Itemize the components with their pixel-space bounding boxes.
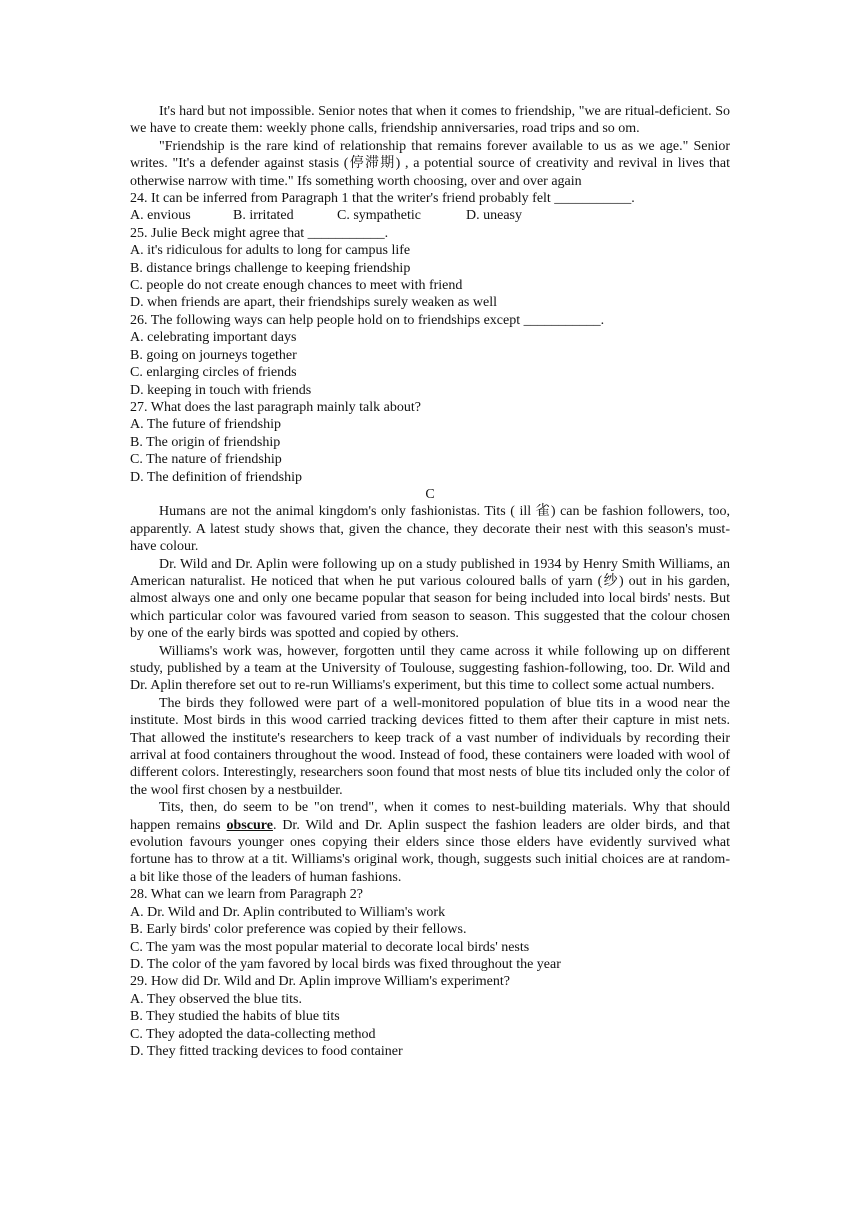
option-d: D. The definition of friendship	[130, 469, 302, 485]
option-b: B. Early birds' color preference was copied by their fellows.	[130, 922, 467, 938]
option-c: C. They adopted the data-collecting method	[130, 1026, 376, 1042]
option-c: C. The yam was the most popular material to decorate local birds' nests	[130, 939, 530, 955]
question-29-stem: 29. How did Dr. Wild and Dr. Aplin improve William's experiment?	[130, 974, 510, 990]
passage-paragraph	[130, 799, 730, 886]
option-d: D. The color of the yam favored by local birds was fixed throughout the year	[130, 956, 561, 972]
option-a: A. They observed the blue tits.	[130, 991, 302, 1007]
question-24-options	[130, 207, 730, 224]
question-26-stem: 26. The following ways can help people hold on to friendships except ___________.	[130, 312, 605, 328]
option-c: C. people do not create enough chances to meet with friend	[130, 278, 463, 294]
passage-paragraph: The birds they followed were part of a well-monitored population of blue tits in a wood near the institute. Most birds in this wood carried tracking devices fitted to them after their capture in mist nets. That allowed the institute's researchers to keep track of a vast number of individuals by recording their arrival at food containers throughout the wood. Instead of food, these containers were loaded with wool of different colors. Interestingly, researchers soon found that most nests of blue tits included only the color of the wool first chosen by a nestbuilder.	[130, 695, 730, 798]
passage-paragraph: Humans are not the animal kingdom's only fashionistas. Tits ( ill 雀) can be fashion followers, too, apparently. A latest study shows that, given the chance, they decorate their nest with this season's must-have colour.	[130, 504, 730, 555]
option-b: B. The origin of friendship	[130, 434, 281, 450]
option-a: A. envious	[130, 208, 191, 224]
option-d: D. keeping in touch with friends	[130, 382, 312, 398]
question-25-stem: 25. Julie Beck might agree that ___________.	[130, 225, 389, 241]
option-b: B. They studied the habits of blue tits	[130, 1009, 340, 1025]
option-c: C. sympathetic	[337, 208, 421, 224]
option-b: B. distance brings challenge to keeping friendship	[130, 260, 411, 276]
option-a: A. it's ridiculous for adults to long for campus life	[130, 243, 411, 259]
question-27-stem: 27. What does the last paragraph mainly talk about?	[130, 399, 421, 415]
option-c: C. enlarging circles of friends	[130, 365, 297, 381]
question-28-stem: 28. What can we learn from Paragraph 2?	[130, 887, 363, 903]
section-c-heading: C	[425, 486, 435, 502]
passage-text: Tits, then, do seem to be "on trend", when it comes to nest-building materials. Why that should happen remains	[130, 800, 730, 833]
option-d: D. They fitted tracking devices to food container	[130, 1043, 403, 1059]
passage-paragraph: Dr. Wild and Dr. Aplin were following up on a study published in 1934 by Henry Smith Williams, an American naturalist. He noticed that when he put various coloured balls of yarn (纱) out in his garden, almost always one and only one became popular that season for being included into local birds' nests. But which particular color was favoured varied from season to season. This suggested that the colour chosen by one of the early birds was spotted and copied by others.	[130, 556, 730, 642]
option-c: C. The nature of friendship	[130, 452, 282, 468]
option-a: A. The future of friendship	[130, 417, 281, 433]
option-a: A. Dr. Wild and Dr. Aplin contributed to William's work	[130, 904, 446, 920]
option-d: D. when friends are apart, their friendships surely weaken as well	[130, 295, 497, 311]
question-24-stem: 24. It can be inferred from Paragraph 1 that the writer's friend probably felt ___________.	[130, 191, 635, 207]
passage-text: . Dr. Wild and Dr. Aplin suspect the fashion leaders are older birds, and that evolution favours younger ones copying their elders since those elders have evidently survived what fortune has to throw at a tit. Williams's original work, though, suggests such initial choices are at random- a bit like those of the leaders of human fashions.	[130, 817, 731, 885]
option-a: A. celebrating important days	[130, 330, 297, 346]
passage-paragraph: Williams's work was, however, forgotten until they came across it while following up on different study, published by a team at the University of Toulouse, suggesting fashion-following, too. Dr. Wild and Dr. Aplin therefore set out to re-run Williams's experiment, but this time to collect some actual numbers.	[130, 643, 730, 694]
vocabulary-keyword: obscure	[226, 817, 273, 833]
passage-paragraph: "Friendship is the rare kind of relationship that remains forever available to us as we age." Senior writes. "It's a defender against stasis (停滞期) , a potential source of creativity and revival in lives that otherwise narrow with time." Ifs something worth choosing, over and over again	[130, 138, 730, 189]
option-d: D. uneasy	[466, 208, 522, 224]
option-b: B. going on journeys together	[130, 347, 297, 363]
option-b: B. irritated	[233, 208, 294, 224]
passage-paragraph: It's hard but not impossible. Senior notes that when it comes to friendship, "we are ritual-deficient. So we have to create them: weekly phone calls, friendship anniversaries, road trips and so om.	[130, 104, 730, 137]
